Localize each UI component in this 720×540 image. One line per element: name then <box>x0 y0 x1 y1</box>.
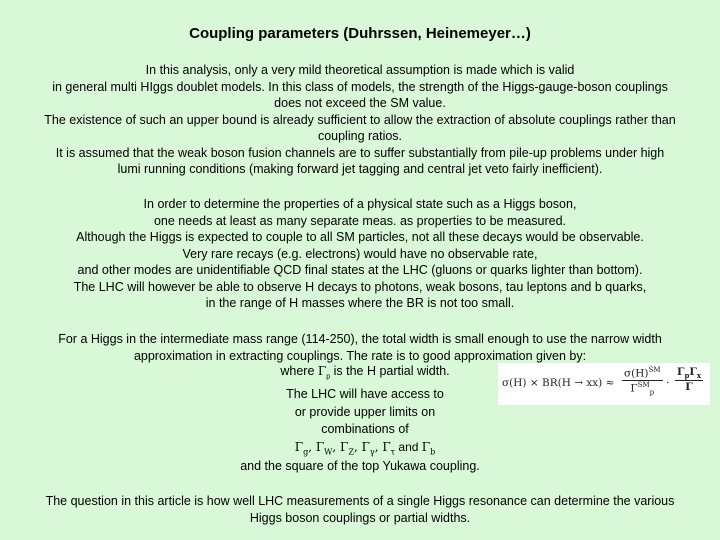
text-line: lumi running conditions (making forward jet tagging and central jet veto fairly inefficient). <box>117 162 603 176</box>
text-line: In this analysis, only a very mild theoretical assumption is made which is valid <box>145 63 575 77</box>
text-line: In order to determine the properties of a physical state such as a Higgs boson, <box>143 197 577 211</box>
where-line: where $\Gamma_p$ is the H partial width. <box>280 364 450 381</box>
partial-widths-list: $\Gamma_g$, $\Gamma_W$, $\Gamma_Z$, $\Gamma_\gamma$, $\Gamma_\tau$ and $\Gamma_b$ <box>294 439 436 456</box>
text-line: For a Higgs in the intermediate mass range (114-250), the total width is small enough to use the narrow width <box>58 332 662 346</box>
formula-times: · <box>666 377 670 389</box>
formula-fraction-sm: σ(H)℠ $\Gamma℠_p$ <box>624 366 661 397</box>
limits-line: or provide upper limits on <box>294 404 436 419</box>
text-line: coupling ratios. <box>317 129 403 143</box>
text-line: approximation in extracting couplings. The rate is to good approximation given by: <box>133 348 587 363</box>
where-block <box>230 363 500 460</box>
paragraph-measurements <box>4 196 716 312</box>
access-line: The LHC will have access to <box>286 387 444 401</box>
text-line: in the range of H masses where the BR is not too small. <box>205 296 515 310</box>
combinations-line: combinations of <box>321 422 409 436</box>
paragraph-question <box>4 493 716 526</box>
text-line: The question in this article is how well LHC measurements of a single Higgs resonance can determine the various <box>45 494 675 508</box>
text-line: Higgs boson couplings or partial widths. <box>249 510 471 525</box>
text-line: It is assumed that the weak boson fusion channels are to suffer substantially from pile-up problems under high <box>55 145 665 160</box>
paragraph-top-yukawa: and the square of the top Yukawa coupling. <box>240 459 480 473</box>
paragraph-assumptions <box>4 62 716 178</box>
text-line: Very rare recays (e.g. electrons) would have no observable rate, <box>182 246 538 261</box>
text-line: The existence of such an upper bound is already sufficient to allow the extraction of absolute couplings rather than <box>44 112 676 127</box>
slide-title: Coupling parameters (Duhrssen, Heinemeyer…) <box>189 25 531 42</box>
text-line: in general multi HIggs doublet models. In this class of models, the strength of the Higgs-gauge-boson couplings <box>52 79 668 94</box>
text-line: and other modes are unidentifiable QCD final states at the LHC (gluons or quarks lighter than bottom). <box>77 263 643 277</box>
text-line: one needs at least as many separate meas. as properties to be measured. <box>153 213 567 228</box>
text-line: does not exceed the SM value. <box>274 96 446 110</box>
formula-lhs: σ(H) × BR(H → xx) ≈ <box>502 377 615 389</box>
text-line: The LHC will however be able to observe H decays to photons, weak bosons, tau leptons and b quarks, <box>73 279 647 294</box>
paragraph-narrow-width <box>4 331 716 364</box>
formula-fraction-widths: $\Gamma_p\Gamma_x$ Γ <box>677 366 702 394</box>
rate-formula-image <box>498 363 710 405</box>
text-line: Although the Higgs is expected to couple to all SM particles, not all these decays would be observable. <box>76 230 644 244</box>
